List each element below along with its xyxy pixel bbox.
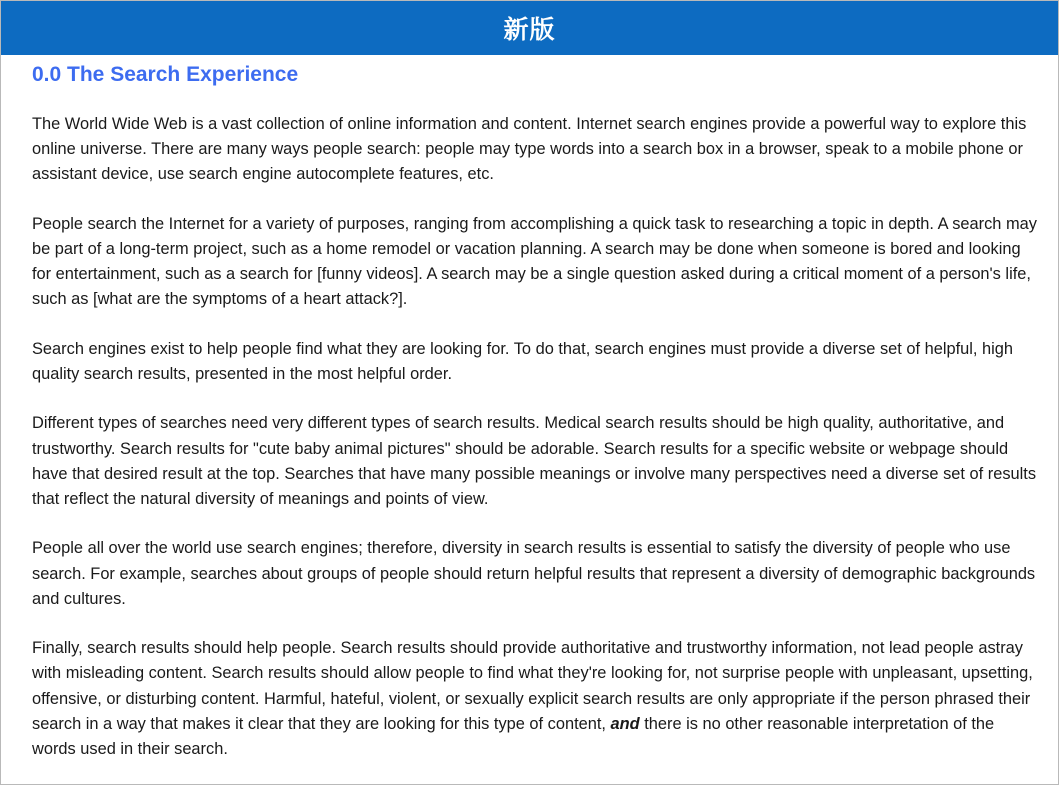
banner-title: 新版	[503, 15, 556, 44]
document-body	[32, 61, 1037, 762]
paragraph-intro: The World Wide Web is a vast collection of online information and content. Internet search engines provide a powerful way to explore this online universe. There are many ways people search: people may type words into a search box in a browser, speak to a mobile phone or assistant device, use search engine autocomplete features, etc.	[32, 115, 1027, 184]
paragraph-help-people-after: there is no other reasonable interpretation of the words used in their search.	[32, 714, 995, 758]
paragraph-search-types: Different types of searches need very different types of search results. Medical search results should be high quality, authoritative, and trustworthy. Search results for "cute baby animal pictures" should be adorable. Search results for a specific website or webpage should have that desired result at the top. Searches that have many possible meanings or involve many perspectives need a diverse set of results that reflect the natural diversity of meanings and points of view.	[32, 414, 1037, 508]
emphasis-and: and	[610, 714, 640, 733]
paragraph-search-engines: Search engines exist to help people find what they are looking for. To do that, search engines must provide a diverse set of helpful, high quality search results, presented in the most helpful order.	[32, 339, 1014, 383]
paragraph-purposes: People search the Internet for a variety of purposes, ranging from accomplishing a quick task to researching a topic in depth. A search may be part of a long-term project, such as a home remodel or vacation planning. A search may be done when someone is bored and looking for entertainment, such as a search for [funny videos]. A search may be a single question asked during a critical moment of a person's life, such as [what are the symptoms of a heart attack?].	[32, 214, 1037, 309]
paragraph-help-people-before: Finally, search results should help people. Search results should provide authoritative and trustworthy information, not lead people astray with misleading content. Search results should allow people to find what they're looking for, not surprise people with unpleasant, upsetting, offensive, or disturbing content. Harmful, hateful, violent, or sexually explicit search results are only appropriate if the person phrased their search in a way that makes it clear that they are looking for this type of content,	[32, 639, 1033, 733]
section-title: 0.0 The Search Experience	[32, 63, 299, 86]
paragraph-diversity: People all over the world use search engines; therefore, diversity in search results is essential to satisfy the diversity of people who use search. For example, searches about groups of people should return helpful results that represent a diversity of demographic backgrounds and cultures.	[32, 539, 1036, 608]
paragraph-help-people	[32, 636, 1037, 762]
version-banner	[1, 1, 1058, 55]
